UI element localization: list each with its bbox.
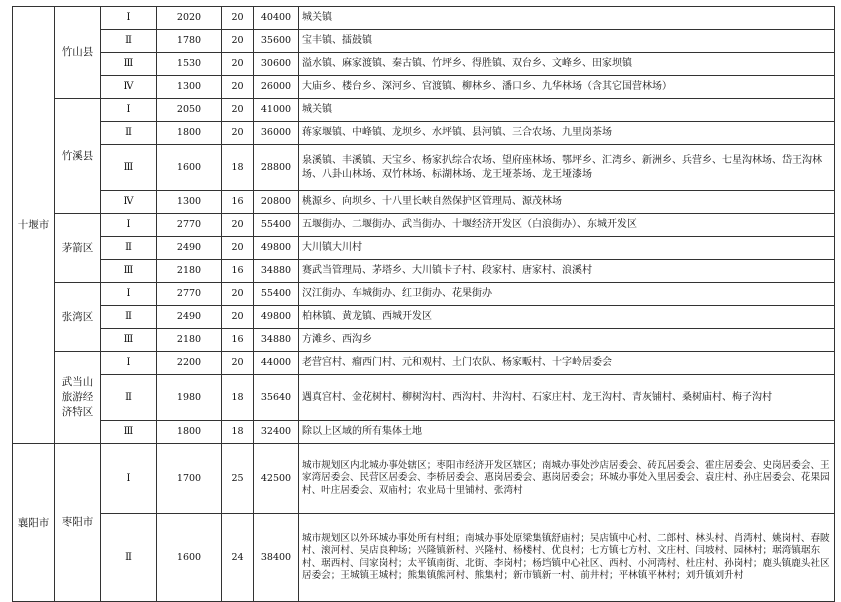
multiplier-cell: 20 <box>222 306 254 329</box>
table-row <box>13 76 835 99</box>
areas-cell: 桃源乡、向坝乡、十八里长峡自然保护区管理局、源茂林场 <box>299 191 835 214</box>
table-row <box>13 260 835 283</box>
price-cell: 2770 <box>157 283 222 306</box>
price-cell: 1300 <box>157 76 222 99</box>
grade-cell: Ⅲ <box>101 329 157 352</box>
grade-cell: Ⅳ <box>101 76 157 99</box>
multiplier-cell: 20 <box>222 237 254 260</box>
price-cell: 2020 <box>157 7 222 30</box>
areas-cell: 五堰街办、二堰街办、武当街办、十堰经济开发区（白浪街办）、东城开发区 <box>299 214 835 237</box>
price-cell: 2490 <box>157 306 222 329</box>
total-cell: 35600 <box>254 30 299 53</box>
total-cell: 38400 <box>254 514 299 602</box>
table-row <box>13 7 835 30</box>
grade-cell: Ⅱ <box>101 375 157 421</box>
total-cell: 49800 <box>254 306 299 329</box>
price-cell: 2180 <box>157 329 222 352</box>
total-cell: 35640 <box>254 375 299 421</box>
table-row <box>13 53 835 76</box>
price-cell: 2770 <box>157 214 222 237</box>
grade-cell: Ⅱ <box>101 514 157 602</box>
total-cell: 30600 <box>254 53 299 76</box>
grade-cell: Ⅲ <box>101 421 157 444</box>
multiplier-cell: 16 <box>222 260 254 283</box>
table-row <box>13 444 835 514</box>
multiplier-cell: 20 <box>222 214 254 237</box>
total-cell: 55400 <box>254 214 299 237</box>
grade-cell: Ⅰ <box>101 214 157 237</box>
table-row <box>13 375 835 421</box>
total-cell: 26000 <box>254 76 299 99</box>
areas-cell: 城关镇 <box>299 7 835 30</box>
price-cell: 2490 <box>157 237 222 260</box>
county-name-cell: 张湾区 <box>55 283 101 352</box>
multiplier-cell: 25 <box>222 444 254 514</box>
total-cell: 55400 <box>254 283 299 306</box>
areas-cell: 大川镇大川村 <box>299 237 835 260</box>
table-row <box>13 145 835 191</box>
areas-cell: 方滩乡、西沟乡 <box>299 329 835 352</box>
multiplier-cell: 18 <box>222 421 254 444</box>
total-cell: 28800 <box>254 145 299 191</box>
grade-cell: Ⅰ <box>101 444 157 514</box>
multiplier-cell: 20 <box>222 53 254 76</box>
table-row <box>13 237 835 260</box>
price-cell: 2200 <box>157 352 222 375</box>
areas-cell: 宝丰镇、擂鼓镇 <box>299 30 835 53</box>
price-cell: 1600 <box>157 145 222 191</box>
total-cell: 20800 <box>254 191 299 214</box>
total-cell: 34880 <box>254 260 299 283</box>
price-cell: 1300 <box>157 191 222 214</box>
price-cell: 1800 <box>157 421 222 444</box>
multiplier-cell: 18 <box>222 145 254 191</box>
areas-cell: 城关镇 <box>299 99 835 122</box>
multiplier-cell: 20 <box>222 122 254 145</box>
total-cell: 36000 <box>254 122 299 145</box>
price-cell: 1700 <box>157 444 222 514</box>
areas-cell: 溢水镇、麻家渡镇、秦古镇、竹坪乡、得胜镇、双台乡、文峰乡、田家坝镇 <box>299 53 835 76</box>
total-cell: 44000 <box>254 352 299 375</box>
grade-cell: Ⅱ <box>101 306 157 329</box>
areas-cell: 柏林镇、黄龙镇、西城开发区 <box>299 306 835 329</box>
table-row <box>13 352 835 375</box>
table-row <box>13 122 835 145</box>
table-row <box>13 329 835 352</box>
price-cell: 1980 <box>157 375 222 421</box>
county-name-cell: 竹溪县 <box>55 99 101 214</box>
areas-cell: 大庙乡、楼台乡、深河乡、官渡镇、柳林乡、潘口乡、九华林场（含其它国营林场） <box>299 76 835 99</box>
total-cell: 32400 <box>254 421 299 444</box>
grade-cell: Ⅲ <box>101 53 157 76</box>
total-cell: 34880 <box>254 329 299 352</box>
price-cell: 1780 <box>157 30 222 53</box>
multiplier-cell: 18 <box>222 375 254 421</box>
price-cell: 2180 <box>157 260 222 283</box>
table-row <box>13 191 835 214</box>
grade-cell: Ⅰ <box>101 352 157 375</box>
land-price-table <box>12 6 835 602</box>
areas-cell: 泉溪镇、丰溪镇、天宝乡、杨家扒综合农场、望府座林场、鄂坪乡、汇湾乡、新洲乡、兵营乡、七星沟林场、岱王沟林场、八卦山林场、双竹林场、标湖林场、龙王垭茶场、龙王垭漆场 <box>299 145 835 191</box>
county-name-cell: 竹山县 <box>55 7 101 99</box>
table-row <box>13 99 835 122</box>
grade-cell: Ⅰ <box>101 283 157 306</box>
multiplier-cell: 20 <box>222 76 254 99</box>
county-name-cell: 武当山旅游经济特区 <box>55 352 101 444</box>
grade-cell: Ⅰ <box>101 7 157 30</box>
areas-cell: 汉江街办、车城街办、红卫街办、花果街办 <box>299 283 835 306</box>
price-cell: 1800 <box>157 122 222 145</box>
areas-cell: 赛武当管理局、茅塔乡、大川镇卡子村、段家村、唐家村、浪溪村 <box>299 260 835 283</box>
price-cell: 1530 <box>157 53 222 76</box>
areas-cell: 老营宫村、瘤西门村、元和观村、土门农队、杨家畈村、十字岭居委会 <box>299 352 835 375</box>
table-row <box>13 306 835 329</box>
total-cell: 49800 <box>254 237 299 260</box>
price-cell: 1600 <box>157 514 222 602</box>
county-name-cell: 茅箭区 <box>55 214 101 283</box>
areas-cell: 城市规划区以外环城办事处所有村组；南城办事处原梁集镇舒庙村；吴店镇中心村、二郎村、林头村、肖湾村、姚岗村、春陂村、滚河村、吴店良种场；兴隆镇新村、兴隆村、杨楼村、优良村；七方镇七方村、文庄村、闫坡村、园林村；琚湾镇琚东村、琚西村、闫家岗村；太平镇南街、北街、李岗村；杨垱镇中心社区、西村、小河湾村、杜庄村、孙岗村；鹿头镇鹿头社区居委会；王城镇王城村；熊集镇熊河村、熊集村；新市镇新一村、前井村；平林镇平林村；刘升镇刘升村 <box>299 514 835 602</box>
total-cell: 40400 <box>254 7 299 30</box>
table-row <box>13 214 835 237</box>
city-name-cell: 十堰市 <box>13 7 55 444</box>
grade-cell: Ⅱ <box>101 30 157 53</box>
grade-cell: Ⅱ <box>101 237 157 260</box>
grade-cell: Ⅱ <box>101 122 157 145</box>
multiplier-cell: 20 <box>222 352 254 375</box>
areas-cell: 城市规划区内北城办事处辖区；枣阳市经济开发区辖区；南城办事处沙店居委会、砖瓦居委会、霍庄居委会、史岗居委会、王家湾居委会、民营区居委会、李桥居委会、惠岗居委会、惠岗居委会；环城办事处入里居委会、袁庄村、孙庄居委会、花果园村、叶庄居委会、双庙村；农业局十里铺村、张湾村 <box>299 444 835 514</box>
grade-cell: Ⅰ <box>101 99 157 122</box>
county-name-cell: 枣阳市 <box>55 444 101 602</box>
multiplier-cell: 20 <box>222 30 254 53</box>
multiplier-cell: 16 <box>222 191 254 214</box>
city-name-cell: 襄阳市 <box>13 444 55 602</box>
total-cell: 42500 <box>254 444 299 514</box>
grade-cell: Ⅲ <box>101 145 157 191</box>
table-row <box>13 283 835 306</box>
grade-cell: Ⅳ <box>101 191 157 214</box>
multiplier-cell: 16 <box>222 329 254 352</box>
price-cell: 2050 <box>157 99 222 122</box>
areas-cell: 蒋家堰镇、中峰镇、龙坝乡、水坪镇、县河镇、三合农场、九里岗茶场 <box>299 122 835 145</box>
multiplier-cell: 20 <box>222 99 254 122</box>
grade-cell: Ⅲ <box>101 260 157 283</box>
multiplier-cell: 24 <box>222 514 254 602</box>
multiplier-cell: 20 <box>222 7 254 30</box>
table-row <box>13 421 835 444</box>
table-row <box>13 30 835 53</box>
total-cell: 41000 <box>254 99 299 122</box>
table-row <box>13 514 835 602</box>
areas-cell: 除以上区域的所有集体土地 <box>299 421 835 444</box>
multiplier-cell: 20 <box>222 283 254 306</box>
areas-cell: 遇真宫村、金花树村、柳树沟村、西沟村、井沟村、石家庄村、龙王沟村、青灰铺村、桑树庙村、梅子沟村 <box>299 375 835 421</box>
